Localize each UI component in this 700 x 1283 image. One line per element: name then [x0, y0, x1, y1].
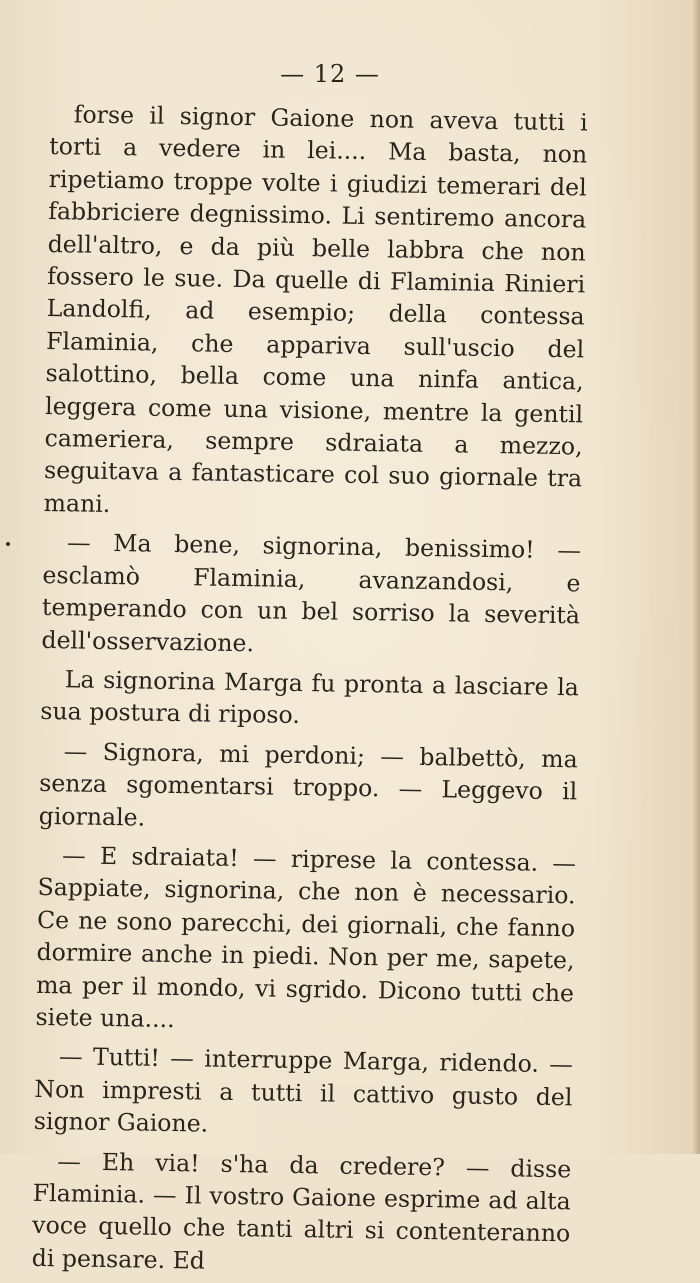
paragraph-1: forse il signor Gaione non aveva tutti i torti a vedere in lei.... Ma basta, non ripetiamo troppe volte i giudizi temerari del fabbriciere degnissimo. Li sentiremo ancora dell'altro, e da più belle labbra che non fossero le sue. Da quelle di Flaminia Rinieri Landolfi, ad esempio; della contessa Flaminia, che appariva sull'uscio del salottino, bella come una ninfa antica, leggera come una visione, mentre la gentil cameriera, sempre sdraiata a mezzo, seguitava a fantasticare col suo giornale tra mani. — [43, 100, 588, 518]
paragraph-4: — Signora, mi perdoni; — balbettò, ma senza sgomentarsi troppo. — Leggevo il giornale. — [38, 737, 578, 832]
ink-dot-mark — [6, 542, 10, 546]
paragraph-7: — Eh via! s'ha da credere? — disse Flaminia. — Il vostro Gaione esprime ad alta voce quello che tanti altri si contenteranno di pensare. Ed — [31, 1146, 572, 1275]
paragraph-2: — Ma bene, signorina, benissimo! — esclamò Flaminia, avanzandosi, e temperando con un bel sorriso la severità dell'osservazione. — [41, 528, 582, 657]
page-number: — 12 — — [280, 60, 380, 88]
page-edge-shadow — [692, 0, 700, 1154]
paragraph-3: La signorina Marga fu pronta a lasciare la sua postura di riposo. — [40, 665, 580, 730]
paragraph-5: — E sdraiata! — riprese la contessa. — Sappiate, signorina, che non è necessario. Ce ne sono parecchi, dei giornali, che fanno dormire anche in piedi. Non per me, sapete, ma per il mondo, vi sgrido. Dicono tutti che siete una.... — [35, 841, 577, 1034]
page-text — [32, 98, 588, 1283]
paragraph-6: — Tutti! — interruppe Marga, ridendo. — Non impresti a tutti il cattivo gusto del signor Gaione. — [33, 1042, 574, 1138]
